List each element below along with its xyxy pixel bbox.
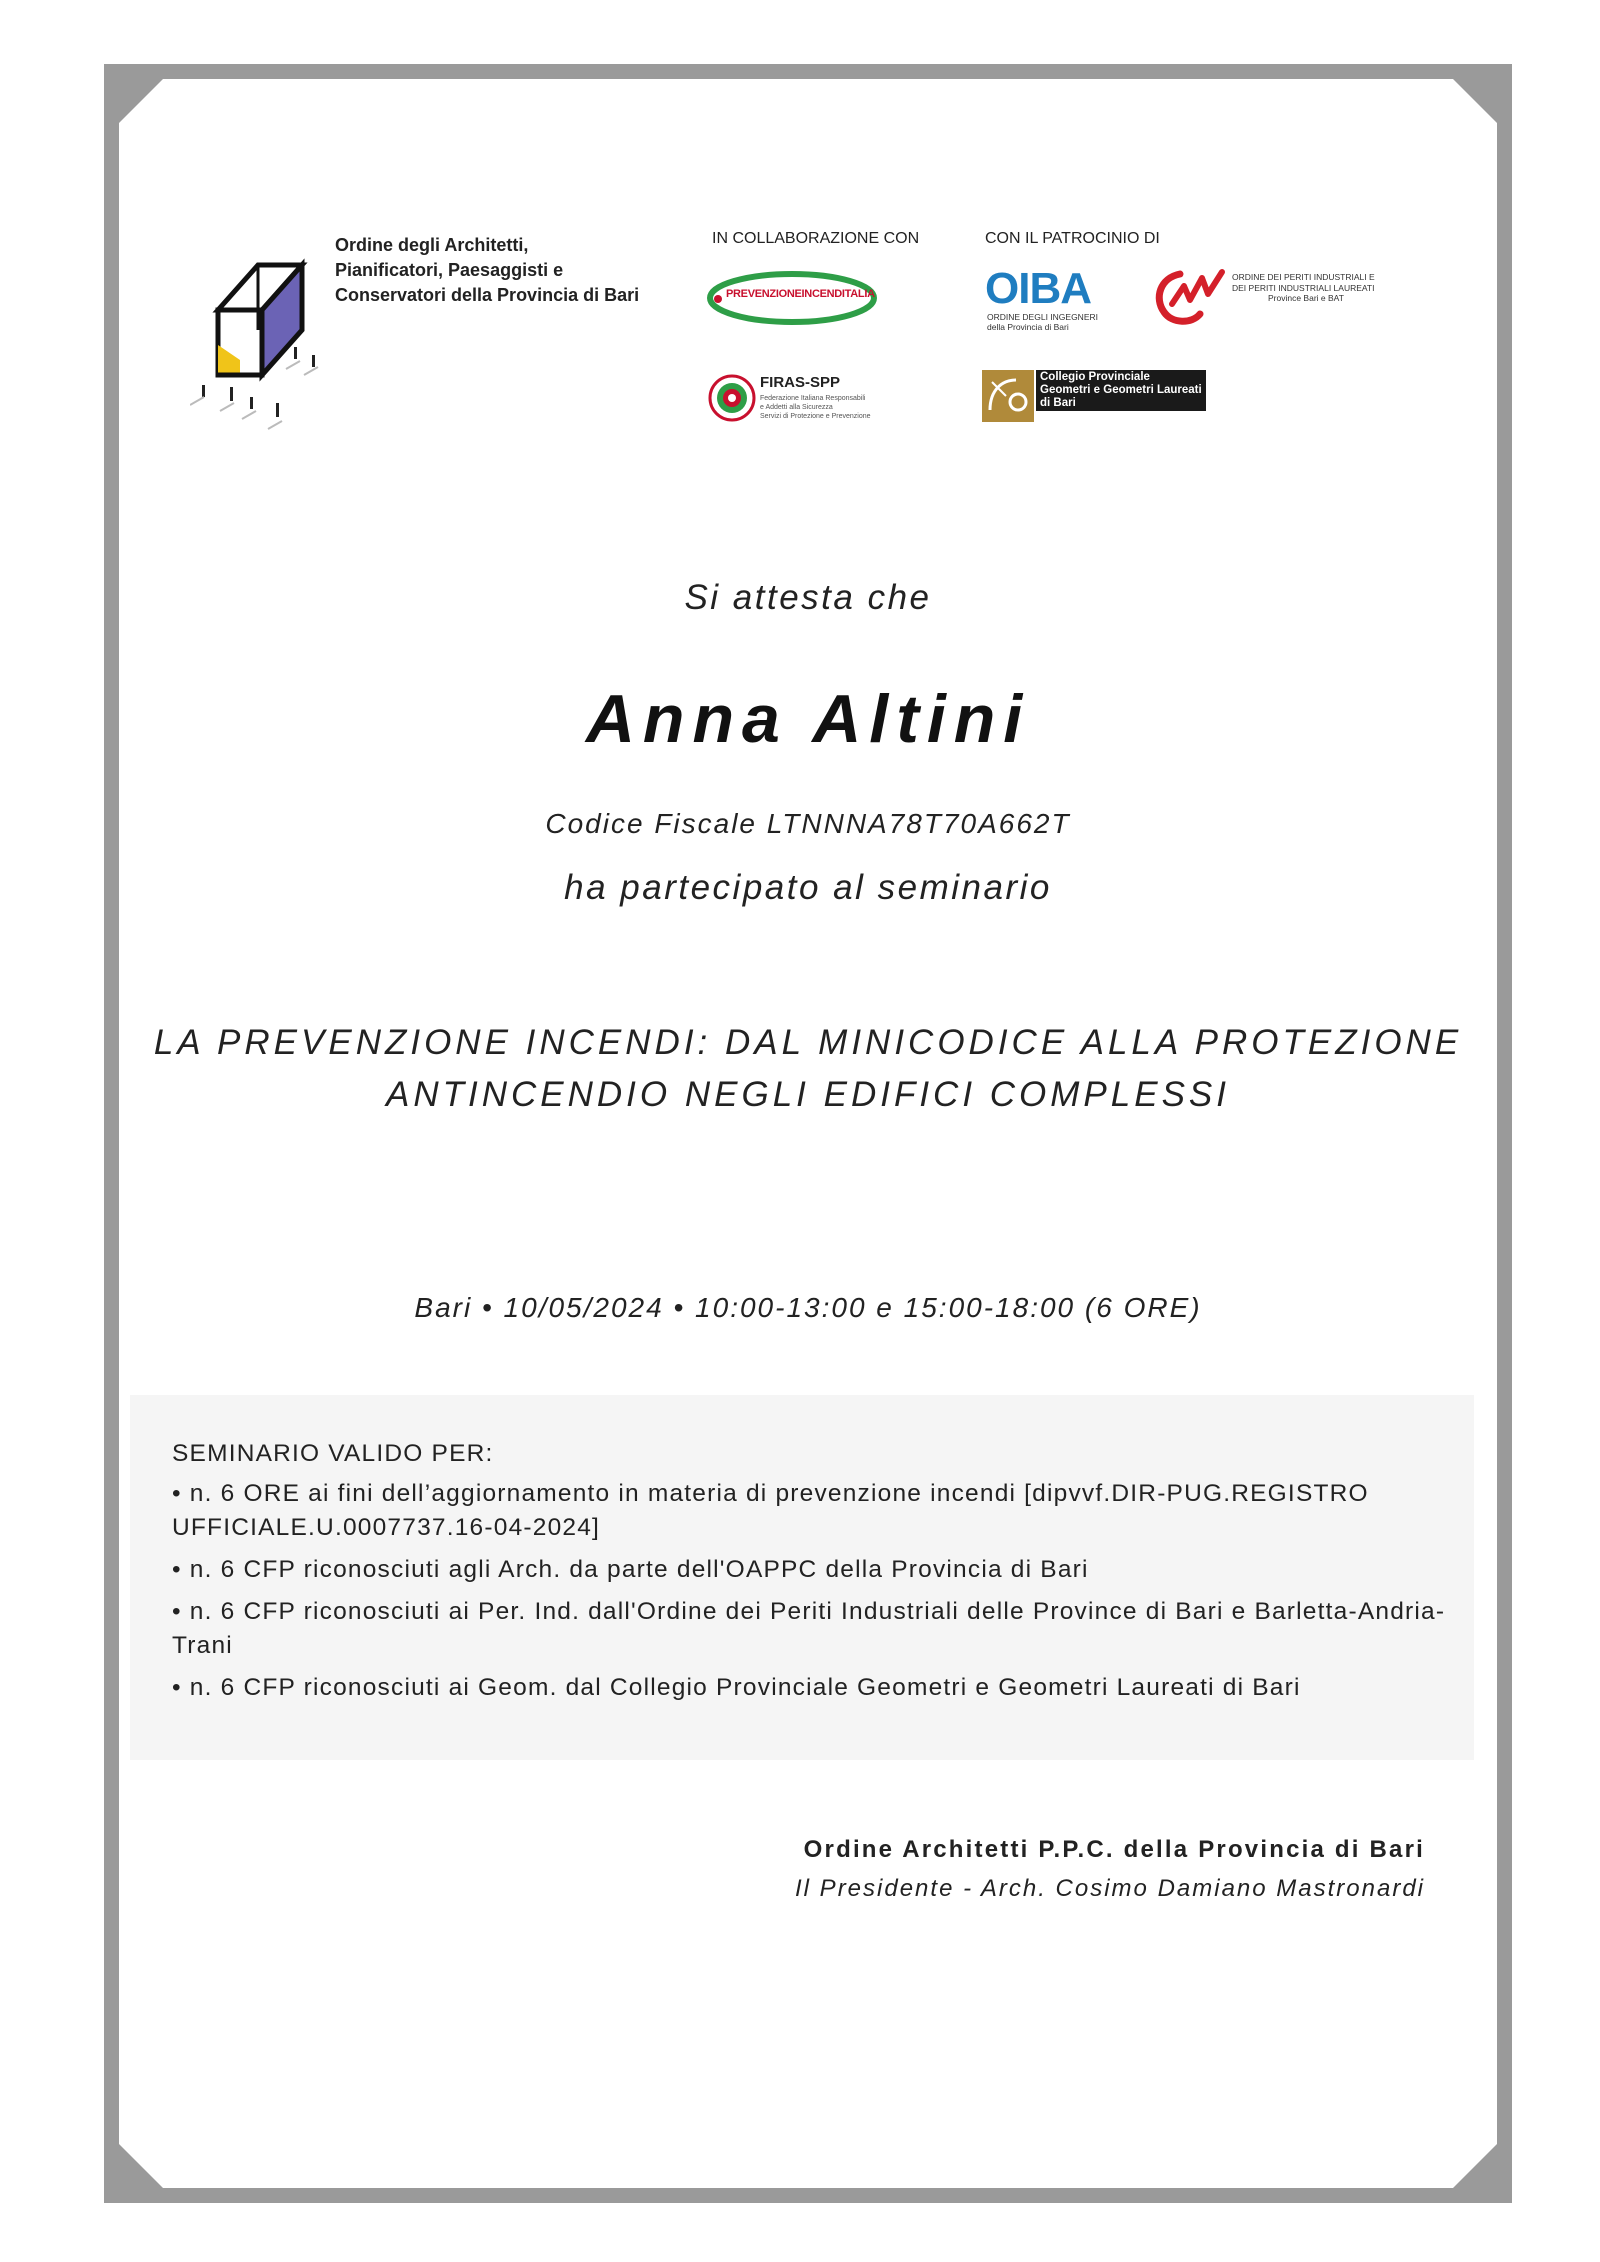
seminar-title-line-1: LA PREVENZIONE INCENDI: DAL MINICODICE ALLA PROTEZIONE xyxy=(153,1023,1463,1062)
frame-left xyxy=(104,64,119,2203)
prevenzione-incendi-italia-logo: PREVENZIONEINCENDITALIA xyxy=(706,268,878,326)
corner-ornament-bottom-left xyxy=(119,2144,163,2188)
firas-emblem-icon xyxy=(708,374,756,422)
frame-bottom xyxy=(104,2188,1512,2203)
validity-item: • n. 6 CFP riconosciuti ai Geom. dal Collegio Provinciale Geometri e Geometri Laureati di Bari xyxy=(172,1674,1301,1701)
periti-industriali-logo: ORDINE DEI PERITI INDUSTRIALI E DEI PERITI INDUSTRIALI LAUREATI Province Bari e BAT xyxy=(1150,264,1390,328)
seminar-title-line-2: ANTINCENDIO NEGLI EDIFICI COMPLESSI xyxy=(386,1075,1230,1114)
validity-heading: SEMINARIO VALIDO PER: xyxy=(172,1440,494,1467)
frame-top xyxy=(104,64,1512,79)
validity-item: • n. 6 ORE ai fini dell’aggiornamento in materia di prevenzione incendi [dipvvf.DIR-PUG.REGISTRO UFFICIALE.U.0007737.16-04-2024] xyxy=(172,1480,1369,1541)
oiba-engineers-logo: OIBA ORDINE DEGLI INGEGNERI della Provincia di Bari xyxy=(985,264,1098,332)
corner-ornament-bottom-right xyxy=(1453,2144,1497,2188)
validity-item: • n. 6 CFP riconosciuti agli Arch. da parte dell'OAPPC della Provincia di Bari xyxy=(172,1556,1089,1583)
collegio-geometri-logo: Collegio Provinciale Geometri e Geometri Laureati di Bari xyxy=(982,370,1218,422)
validity-box xyxy=(130,1395,1474,1760)
recipient-name: Anna Altini xyxy=(585,681,1031,757)
signature-president: Il Presidente - Arch. Cosimo Damiano Mastronardi xyxy=(795,1875,1425,1902)
periti-emblem-icon xyxy=(1150,264,1228,328)
frame-right xyxy=(1497,64,1512,2203)
participation-statement: ha partecipato al seminario xyxy=(564,868,1052,907)
certificate-intro: Si attesta che xyxy=(684,578,932,617)
signature-organization: Ordine Architetti P.P.C. della Provincia di Bari xyxy=(803,1836,1425,1863)
codice-fiscale: Codice Fiscale LTNNNA78T70A662T xyxy=(545,808,1071,839)
architects-order-name: Ordine degli Architetti, Pianificatori, Paesaggisti e Conservatori della Provincia di Bari xyxy=(335,235,640,305)
geometri-emblem-icon xyxy=(982,370,1034,422)
corner-ornament-top-left xyxy=(119,79,163,123)
seminar-date-time: Bari • 10/05/2024 • 10:00-13:00 e 15:00-18:00 (6 ORE) xyxy=(414,1292,1202,1323)
patronage-label: CON IL PATROCINIO DI xyxy=(985,230,1160,247)
validity-item: • n. 6 CFP riconosciuti ai Per. Ind. dall'Ordine dei Periti Industriali delle Province di Bari e Barletta-Andria-Trani xyxy=(172,1598,1446,1659)
corner-ornament-top-right xyxy=(1453,79,1497,123)
collaboration-label: IN COLLABORAZIONE CON xyxy=(712,230,920,247)
architects-order-logo xyxy=(190,225,340,435)
firas-spp-logo: FIRAS-SPP Federazione Italiana Responsabili e Addetti alla Sicurezza Servizi di Protezione e Prevenzione xyxy=(708,372,898,424)
